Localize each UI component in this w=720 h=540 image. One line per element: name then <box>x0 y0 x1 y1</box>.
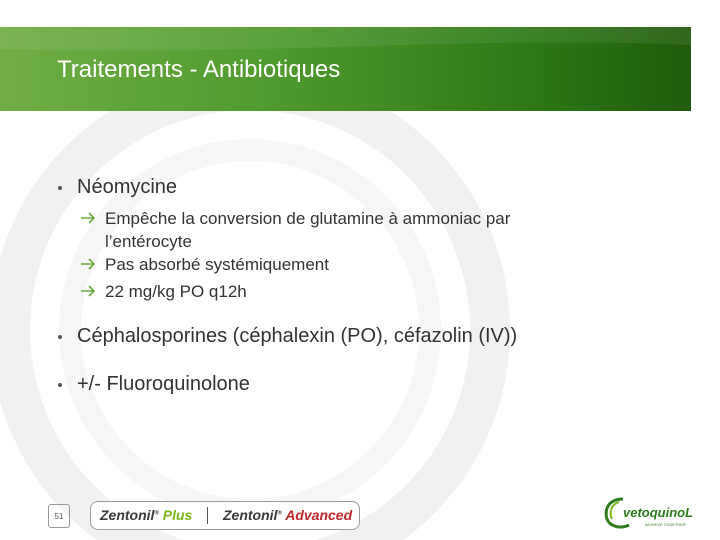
product-name: Zentonil <box>100 507 155 523</box>
page-number: 51 <box>48 504 70 528</box>
sub-item <box>80 253 329 276</box>
arrow-right-icon <box>80 210 96 226</box>
bullet-dot <box>58 186 62 190</box>
product-zentonil-plus: Zentonil® Plus <box>100 507 193 523</box>
bullet-item-cephalosporines <box>58 325 517 348</box>
brand-tagline: ACHIEVE TOGETHER <box>645 522 686 527</box>
product-name: Zentonil <box>223 507 278 523</box>
sub-item <box>80 280 247 303</box>
sub-item <box>80 207 510 253</box>
sub-item-text: 22 mg/kg PO q12h <box>105 282 247 301</box>
sub-item-line: l’entérocyte <box>105 232 192 251</box>
slide-title: Traitements - Antibiotiques <box>57 56 341 83</box>
bullet-item-fluoroquinolone <box>58 373 250 396</box>
brand-name: vetoquinoL <box>623 505 694 520</box>
sub-item-line: Empêche la conversion de glutamine à ammoniac par <box>105 209 511 228</box>
product-zentonil-advanced: Zentonil® Advanced <box>223 507 353 523</box>
sub-item-text <box>105 207 510 253</box>
bullet-dot <box>58 383 62 387</box>
product-badge <box>90 501 360 530</box>
product-suffix: Plus <box>162 507 193 523</box>
product-suffix: Advanced <box>285 507 353 523</box>
bullet-text: Néomycine <box>77 176 178 198</box>
divider <box>207 507 208 524</box>
bullet-text: +/- Fluoroquinolone <box>77 373 250 395</box>
sub-item-text: Pas absorbé systémiquement <box>105 255 329 274</box>
arrow-right-icon <box>80 283 96 299</box>
bullet-text: Céphalosporines (céphalexin (PO), céfazolin (IV)) <box>77 325 518 347</box>
vetoquinol-logo <box>601 495 697 531</box>
arrow-right-icon <box>80 256 96 272</box>
bullet-item-neomycine <box>58 176 177 199</box>
bullet-dot <box>58 335 62 339</box>
